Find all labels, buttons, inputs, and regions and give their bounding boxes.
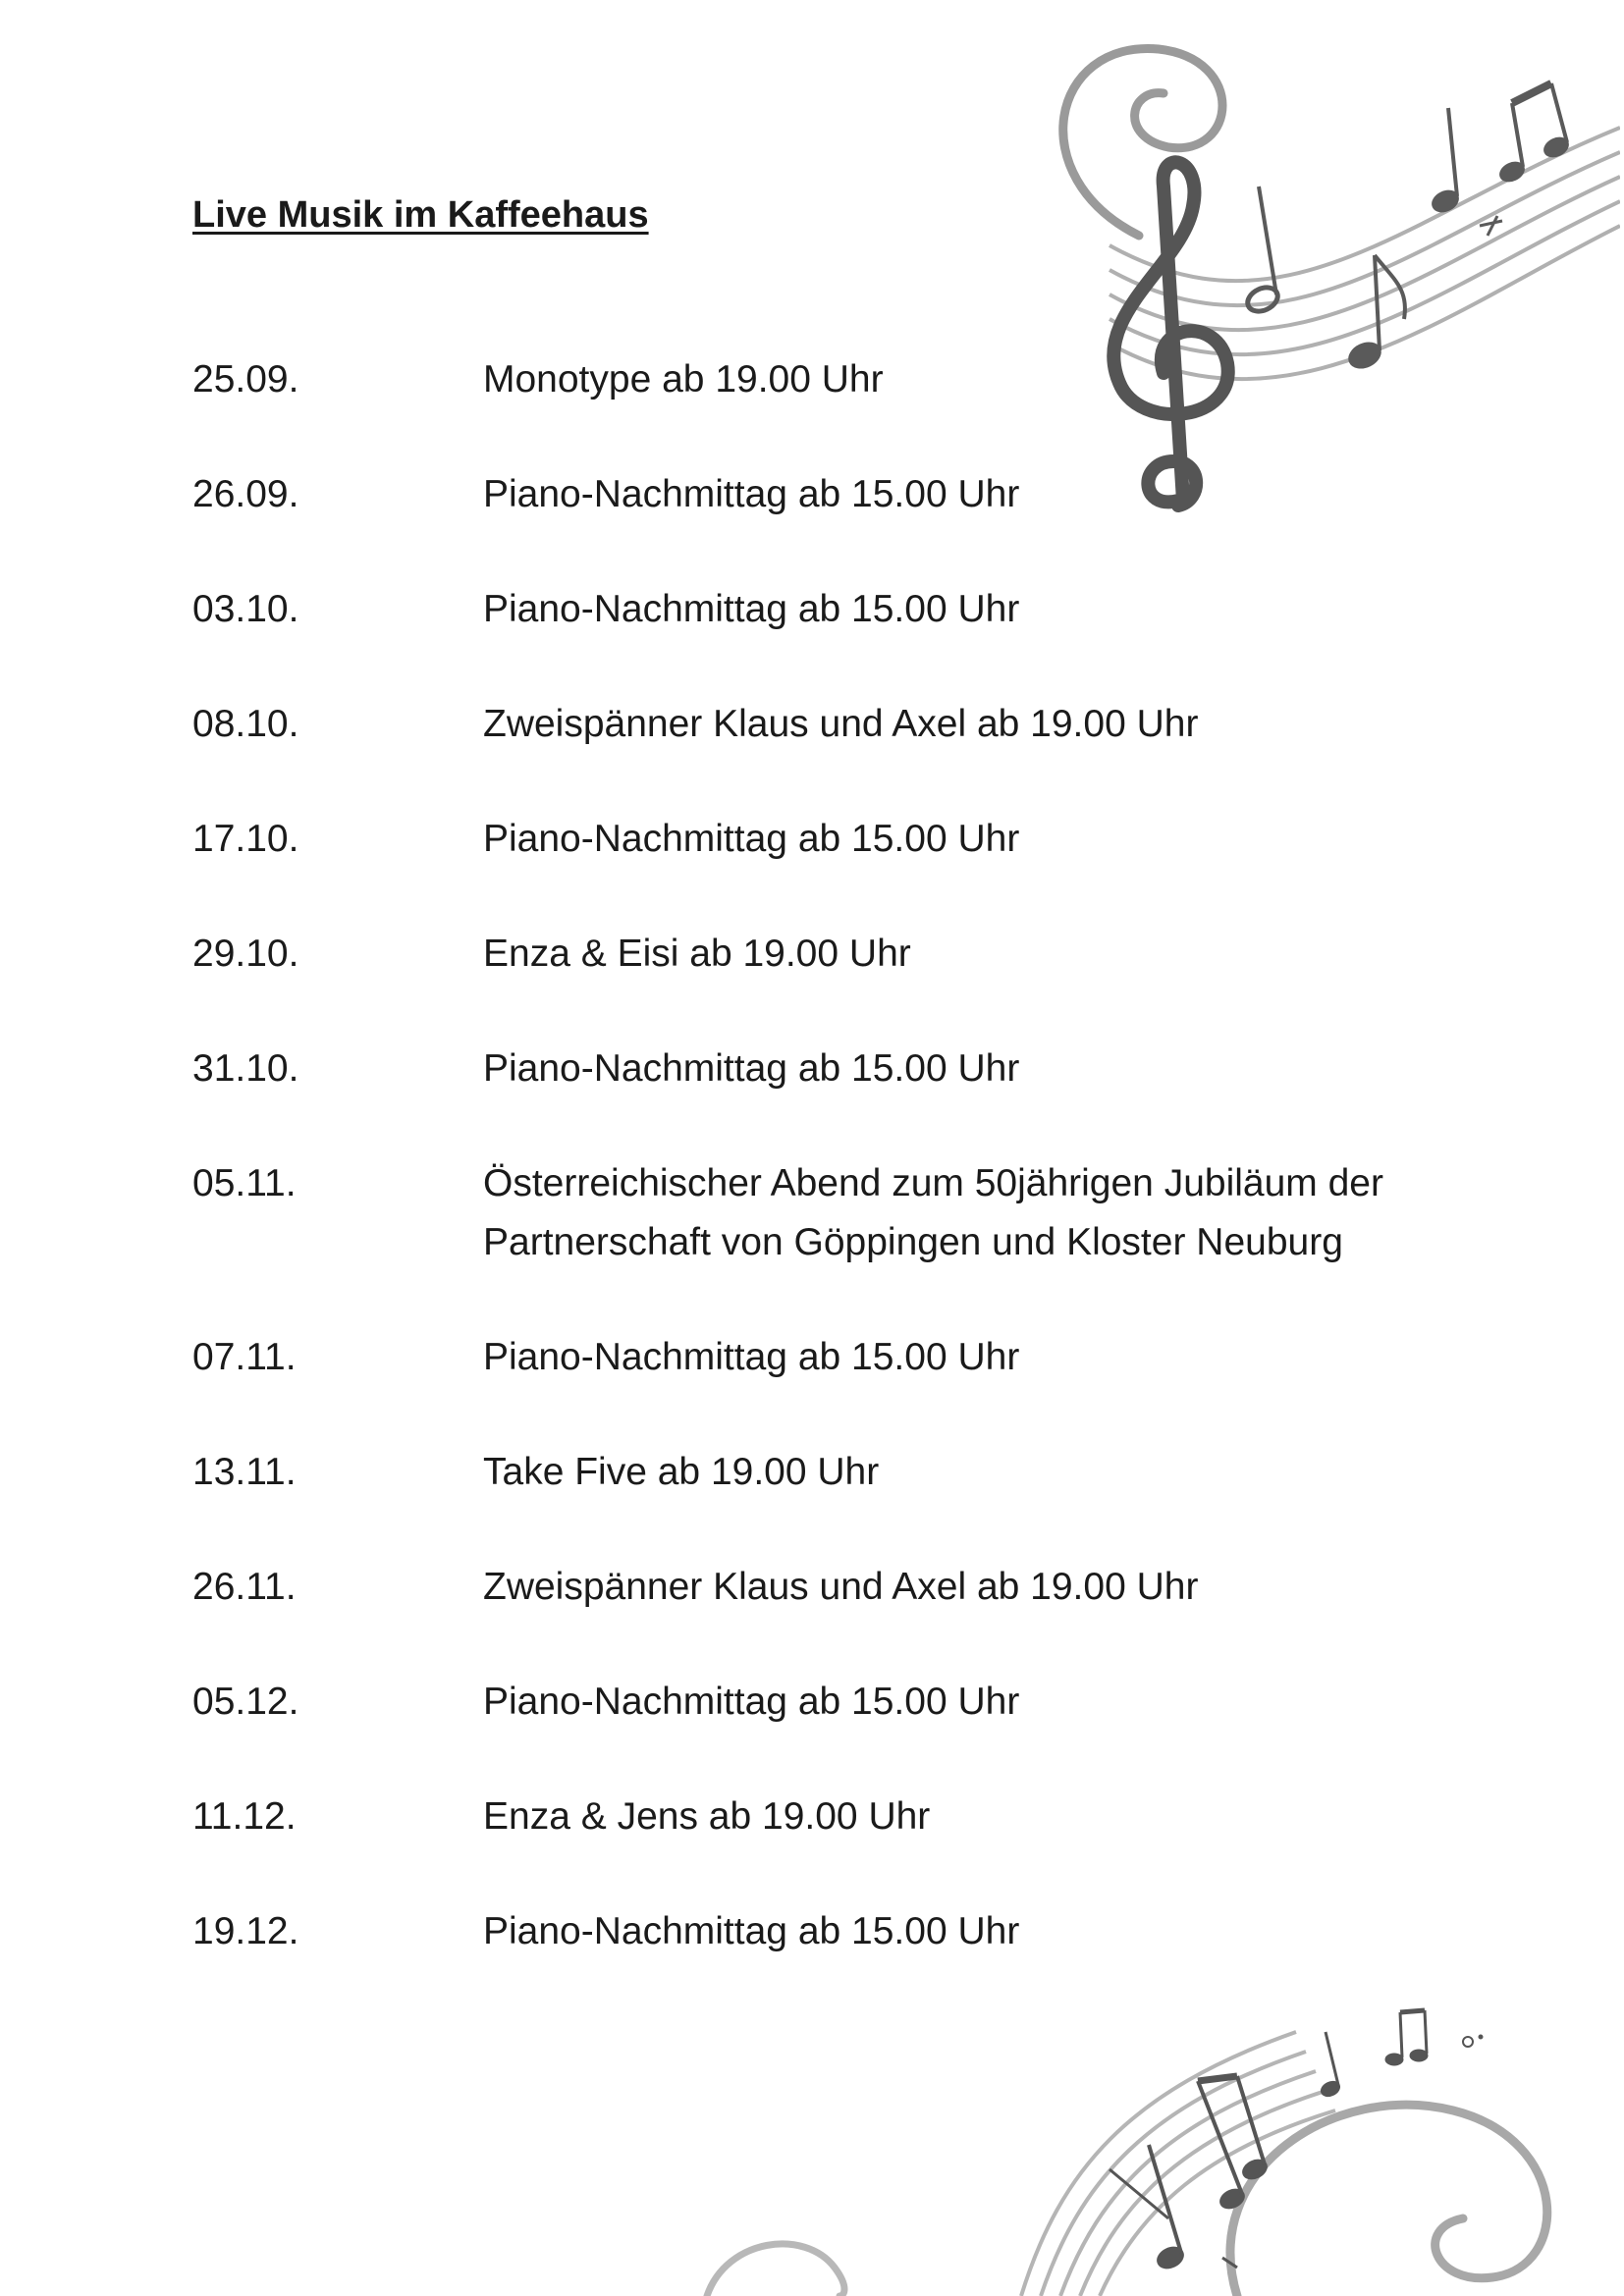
event-row <box>192 1902 1469 1961</box>
event-date: 07.11. <box>192 1336 297 1378</box>
event-row <box>192 1328 1469 1387</box>
event-row <box>192 1788 1469 1846</box>
event-row <box>192 1558 1469 1617</box>
event-description: Piano-Nachmittag ab 15.00 Uhr <box>483 473 1020 515</box>
event-date: 08.10. <box>192 703 299 745</box>
event-date: 05.11. <box>192 1162 297 1204</box>
event-description: Piano-Nachmittag ab 15.00 Uhr <box>483 1681 1020 1723</box>
event-row <box>192 1443 1469 1502</box>
event-row <box>192 695 1469 754</box>
event-description: Monotype ab 19.00 Uhr <box>483 358 884 400</box>
event-row <box>192 1040 1469 1098</box>
event-date: 11.12. <box>192 1795 297 1838</box>
event-description: Piano-Nachmittag ab 15.00 Uhr <box>483 1336 1020 1378</box>
event-description: Piano-Nachmittag ab 15.00 Uhr <box>483 1910 1020 1952</box>
event-description: Enza & Eisi ab 19.00 Uhr <box>483 933 911 975</box>
event-row <box>192 350 1469 409</box>
event-row <box>192 580 1469 639</box>
event-description: Enza & Jens ab 19.00 Uhr <box>483 1795 931 1838</box>
event-date: 17.10. <box>192 818 299 860</box>
event-row <box>192 465 1469 524</box>
event-row <box>192 1154 1469 1272</box>
event-date: 25.09. <box>192 358 299 400</box>
event-row <box>192 810 1469 869</box>
event-description: Zweispänner Klaus und Axel ab 19.00 Uhr <box>483 703 1199 745</box>
event-date: 26.09. <box>192 473 299 515</box>
event-date: 05.12. <box>192 1681 299 1723</box>
event-description: Zweispänner Klaus und Axel ab 19.00 Uhr <box>483 1566 1199 1608</box>
event-description: Österreichischer Abend zum 50jährigen Jubiläum der Partnerschaft von Göppingen und Kloster Neuburg <box>483 1162 1383 1263</box>
event-list <box>192 350 1469 2017</box>
event-description: Piano-Nachmittag ab 15.00 Uhr <box>483 1047 1020 1090</box>
event-date: 03.10. <box>192 588 299 630</box>
event-date: 31.10. <box>192 1047 299 1090</box>
event-description: Take Five ab 19.00 Uhr <box>483 1451 880 1493</box>
event-date: 13.11. <box>192 1451 297 1493</box>
event-row <box>192 1673 1469 1732</box>
music-staff-swirl-icon <box>687 1973 1624 2296</box>
event-row <box>192 925 1469 984</box>
event-date: 26.11. <box>192 1566 297 1608</box>
event-description: Piano-Nachmittag ab 15.00 Uhr <box>483 818 1020 860</box>
event-date: 29.10. <box>192 933 299 975</box>
event-description: Piano-Nachmittag ab 15.00 Uhr <box>483 588 1020 630</box>
page-title: Live Musik im Kaffeehaus <box>192 194 649 236</box>
event-date: 19.12. <box>192 1910 299 1952</box>
